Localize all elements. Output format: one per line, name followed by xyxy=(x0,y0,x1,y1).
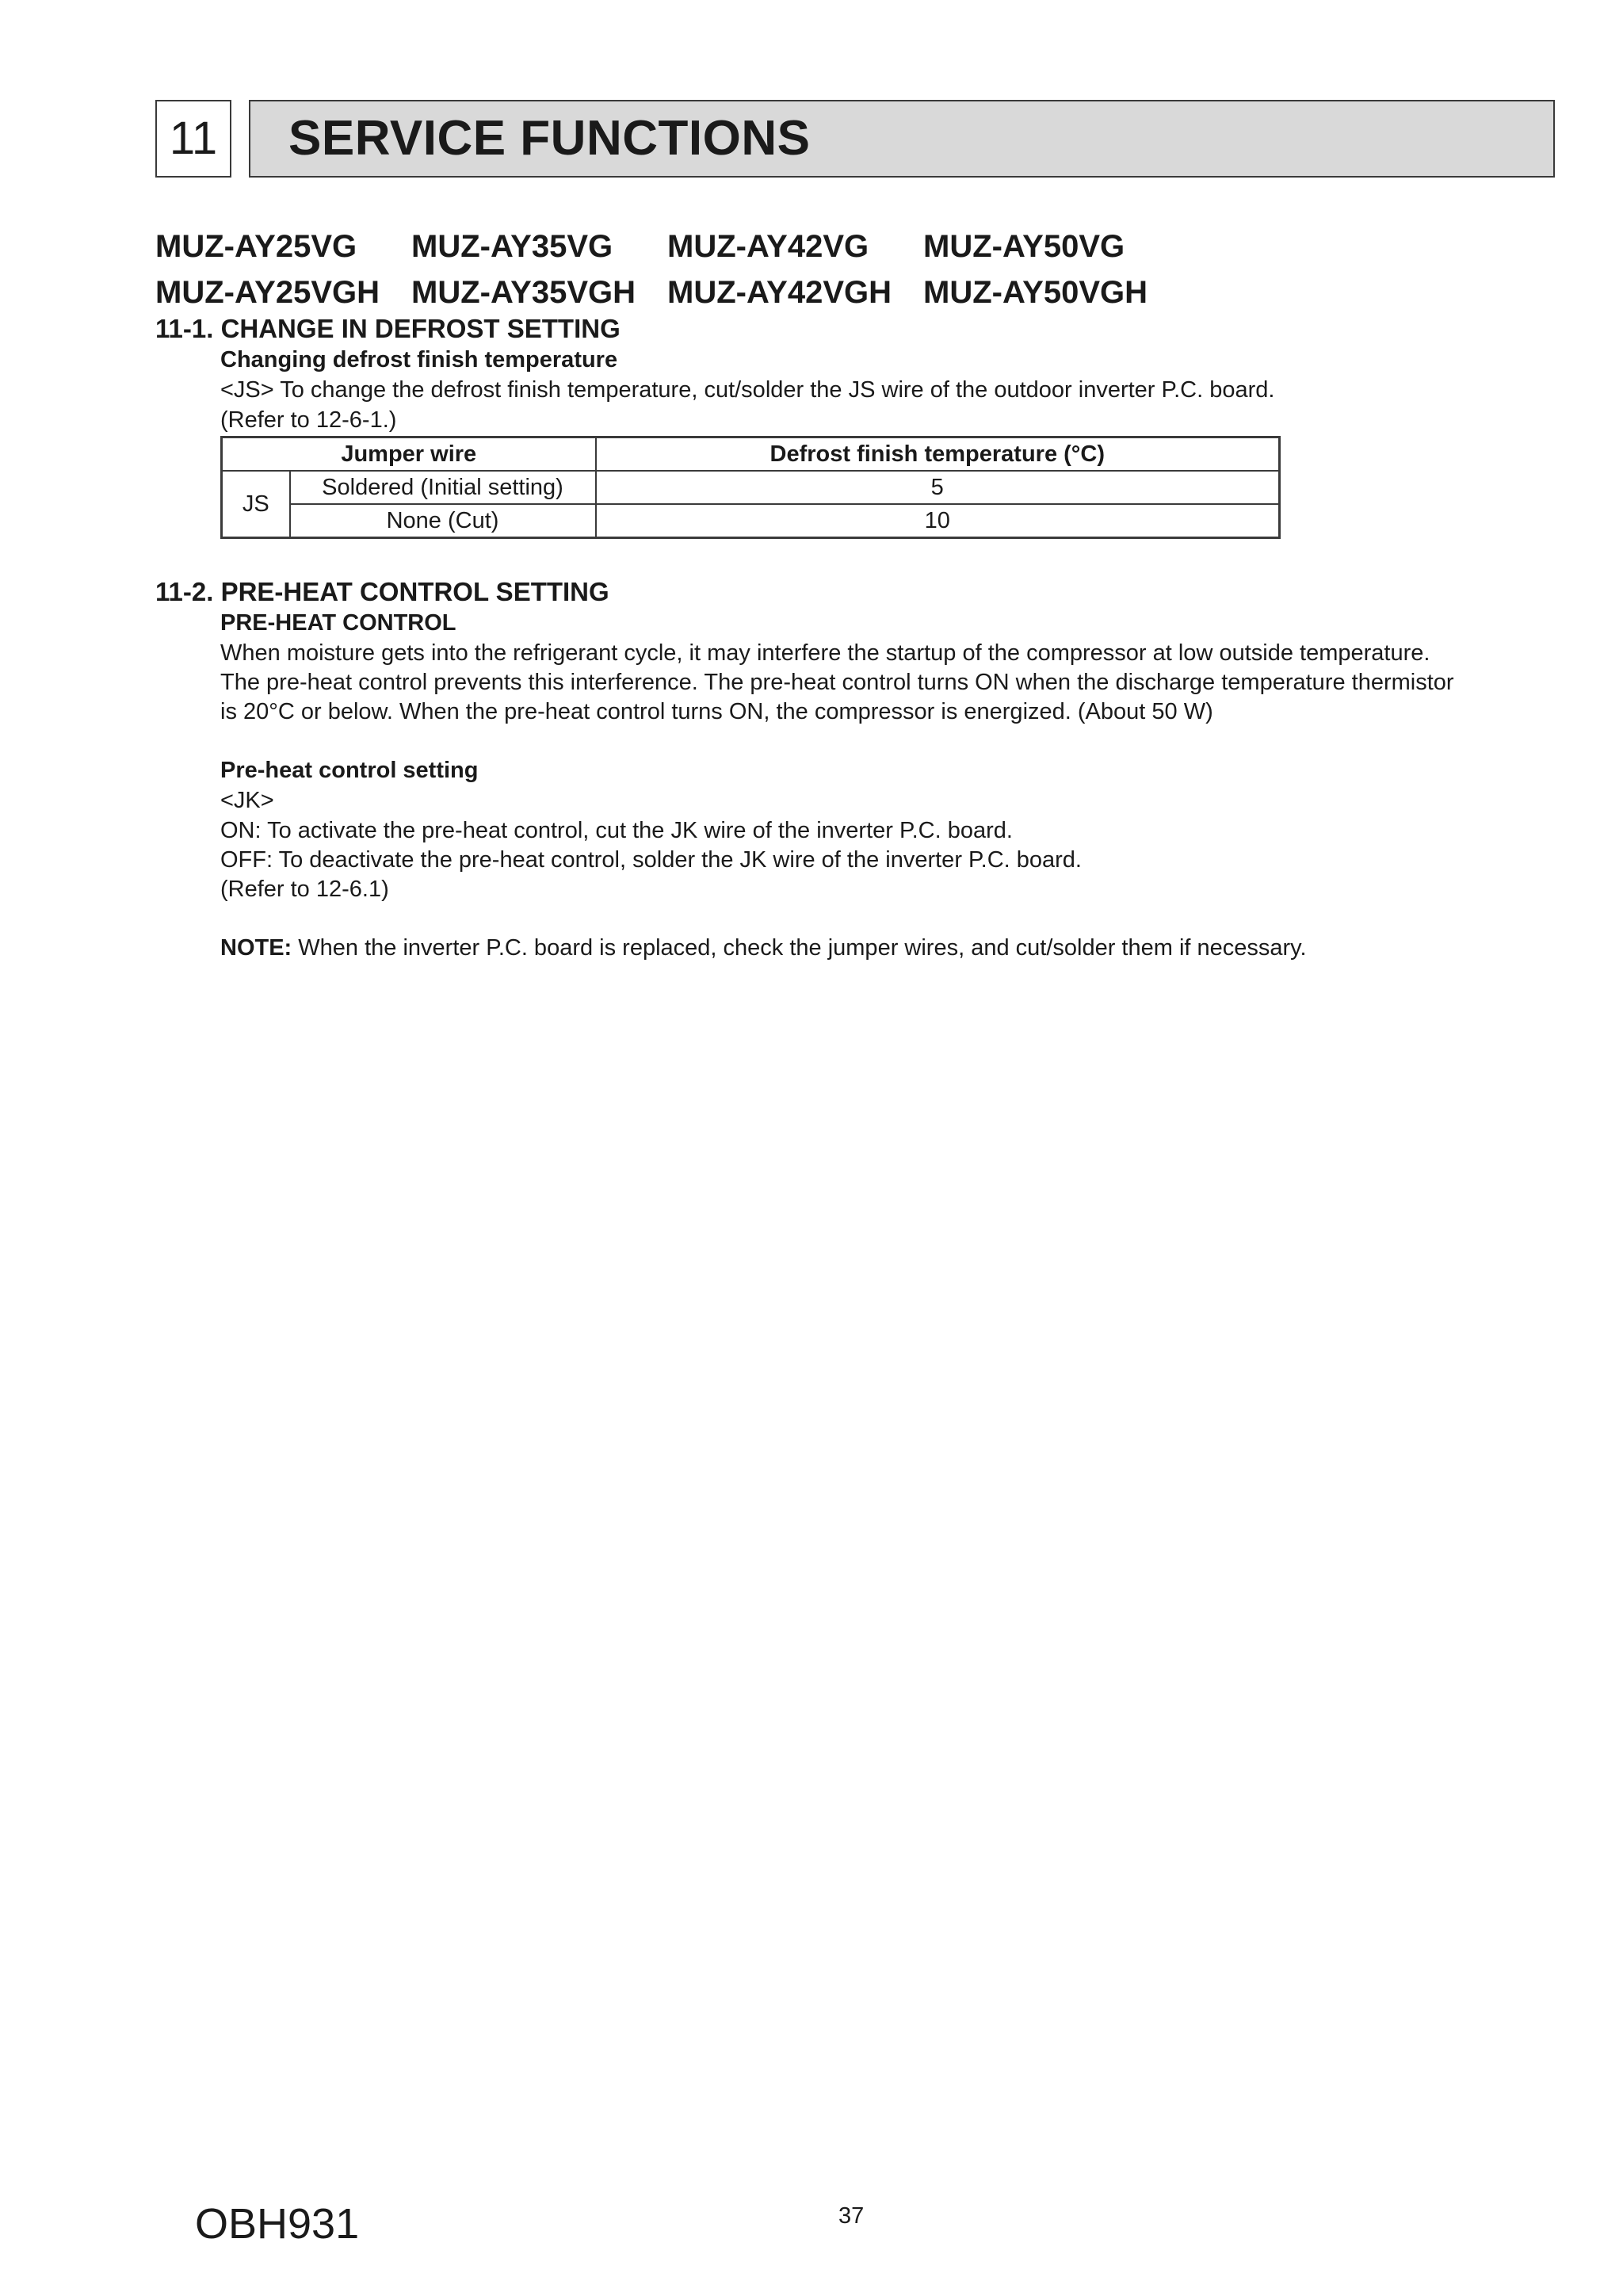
document-code: OBH931 xyxy=(195,2200,360,2248)
model-name: MUZ-AY42VGH xyxy=(667,275,892,310)
model-row xyxy=(155,223,1503,269)
note xyxy=(220,934,1307,963)
defrost-temp-value: 5 xyxy=(596,471,1280,504)
model-name: MUZ-AY35VGH xyxy=(411,275,636,310)
preheat-paragraph-line: The pre-heat control prevents this interference. The pre-heat control turns ON when the discharge temperature thermistor xyxy=(220,670,1454,695)
preheat-setting-line: ON: To activate the pre-heat control, cut the JK wire of the inverter P.C. board. xyxy=(220,818,1013,843)
defrost-instruction: <JS> To change the defrost finish temperature, cut/solder the JS wire of the outdoor inverter P.C. board. xyxy=(220,377,1275,403)
preheat-subheading: PRE-HEAT CONTROL xyxy=(220,610,456,636)
model-name: MUZ-AY50VGH xyxy=(923,275,1148,310)
header-defrost-temp: Defrost finish temperature (°C) xyxy=(596,437,1280,472)
model-row xyxy=(155,269,1503,315)
model-name: MUZ-AY42VG xyxy=(667,229,869,264)
note-label: NOTE: xyxy=(220,935,292,961)
section-number-box xyxy=(155,100,231,178)
section-title-bar xyxy=(249,100,1555,178)
section-title: SERVICE FUNCTIONS xyxy=(288,111,811,166)
preheat-setting-line: <JK> xyxy=(220,788,274,813)
model-list xyxy=(155,223,1503,315)
preheat-setting-heading: Pre-heat control setting xyxy=(220,758,479,783)
jumper-setting: Soldered (Initial setting) xyxy=(290,471,596,504)
table-row xyxy=(222,471,1280,504)
jumper-setting: None (Cut) xyxy=(290,504,596,538)
defrost-table xyxy=(220,436,1281,539)
preheat-paragraph-line: is 20°C or below. When the pre-heat control turns ON, the compressor is energized. (About 50 W) xyxy=(220,699,1213,724)
preheat-setting-line: OFF: To deactivate the pre-heat control, solder the JK wire of the inverter P.C. board. xyxy=(220,847,1082,873)
defrost-subheading: Changing defrost finish temperature xyxy=(220,347,618,372)
model-name: MUZ-AY35VG xyxy=(411,229,613,264)
section-11-1-heading: 11-1. CHANGE IN DEFROST SETTING xyxy=(155,314,621,343)
table-header-row xyxy=(222,437,1280,472)
model-name: MUZ-AY25VGH xyxy=(155,275,380,310)
note-text: When the inverter P.C. board is replaced, check the jumper wires, and cut/solder them if necessary. xyxy=(292,935,1307,961)
defrost-reference: (Refer to 12-6-1.) xyxy=(220,407,397,433)
model-name: MUZ-AY50VG xyxy=(923,229,1125,264)
preheat-setting-line: (Refer to 12-6.1) xyxy=(220,877,389,902)
preheat-paragraph-line: When moisture gets into the refrigerant cycle, it may interfere the startup of the compressor at low outside temperature. xyxy=(220,640,1430,666)
table-row xyxy=(222,504,1280,538)
defrost-temp-value: 10 xyxy=(596,504,1280,538)
header-jumper-wire: Jumper wire xyxy=(222,437,596,472)
section-11-2-heading: 11-2. PRE-HEAT CONTROL SETTING xyxy=(155,577,609,606)
section-number: 11 xyxy=(169,113,218,164)
jumper-label: JS xyxy=(222,471,290,538)
model-name: MUZ-AY25VG xyxy=(155,229,357,264)
page-number: 37 xyxy=(838,2203,865,2229)
